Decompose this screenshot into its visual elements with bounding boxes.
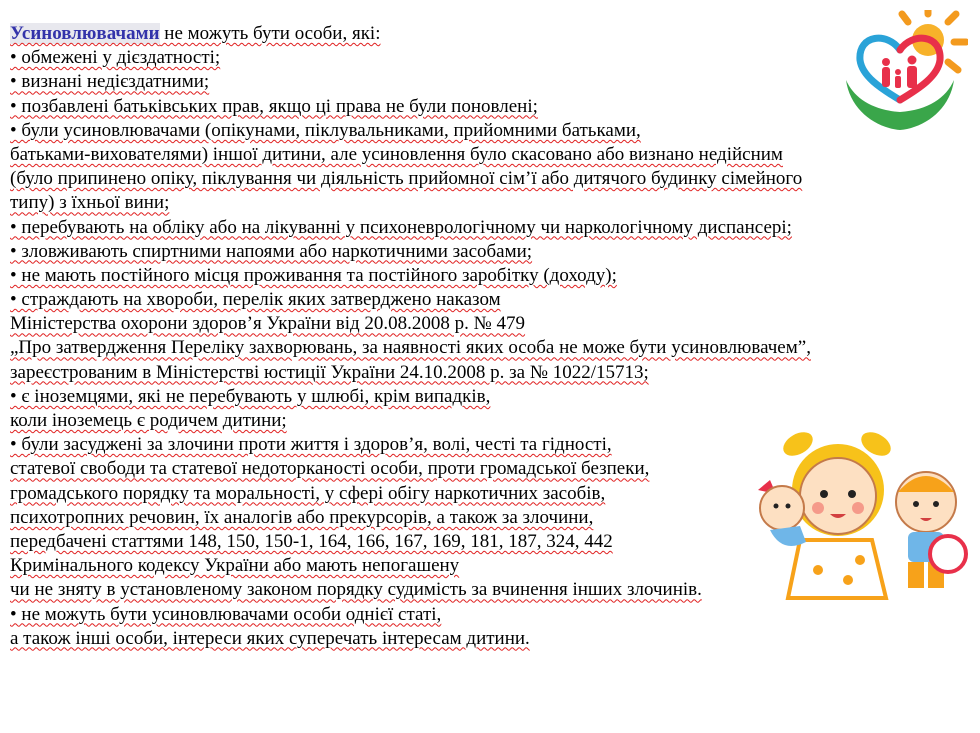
text-line: Кримінального кодексу України або мають непогашену — [10, 555, 460, 577]
text-line: • зловживають спиртними напоями або наркотичними засобами; — [10, 240, 533, 262]
text-line: типу) з їхньої вини; — [10, 192, 170, 214]
text-line: (було припинено опіку, піклування чи діяльність прийомної сім’ї або дитячого будинку сімейного — [10, 168, 803, 190]
family-heart-logo — [836, 10, 968, 134]
text-line: передбачені статтями 148, 150, 150-1, 164, 166, 167, 169, 181, 187, 324, 442 — [10, 530, 613, 552]
text-line: громадського порядку та моральності, у сфері обігу наркотичних засобів, — [10, 482, 606, 504]
boy-figure — [896, 472, 966, 588]
text-line: зареєстрованим в Міністерстві юстиції України 24.10.2008 р. за № 1022/15713; — [10, 361, 649, 383]
heading-keyword: Усиновлювачами — [10, 23, 160, 44]
text-line: • позбавлені батьківських прав, якщо ці права не були поновлені; — [10, 95, 538, 117]
children-cartoon — [748, 430, 973, 608]
heart-left-icon — [860, 38, 900, 100]
text-line: чи не зняту в установленому законом порядку судимість за вчинення інших злочинів. — [10, 579, 702, 601]
text-line: • не можуть бути усиновлювачами особи однієї статі, — [10, 603, 442, 625]
text-line: • обмежені у дієздатності; — [10, 47, 221, 69]
text-line: „Про затвердження Переліку захворювань, за наявності яких особа не може бути усиновлювачем”, — [10, 337, 811, 359]
text-line: коли іноземець є родичем дитини; — [10, 410, 287, 431]
text-line: психотропних речовин, їх аналогів або прекурсорів, а також за злочини, — [10, 506, 594, 528]
text-line: • визнані недієздатними; — [10, 71, 210, 93]
text-line: Міністерства охорони здоров’я України від 20.08.2008 р. № 479 — [10, 313, 526, 335]
heading-rest: не можуть бути особи, які: — [159, 23, 381, 44]
text-line: • були усиновлювачами (опікунами, піклувальниками, прийомними батьками, — [10, 119, 641, 141]
family-icon — [882, 56, 917, 89]
text-line: • були засуджені за злочини проти життя і здоров’я, волі, честі та гідності, — [10, 434, 612, 456]
text-line: • не мають постійного місця проживання та постійного заробітку (доходу); — [10, 264, 617, 286]
text-line: • є іноземцями, які не перебувають у шлюбі, крім випадків, — [10, 385, 491, 407]
heading-line — [10, 22, 970, 46]
text-line: • перебувають на обліку або на лікуванні у психоневрологічному чи наркологічному диспансері; — [10, 216, 792, 238]
text-line: батьками-вихователями) іншої дитини, але усиновлення було скасовано або визнано недійсним — [10, 143, 783, 165]
text-line: статевої свободи та статевої недоторканості особи, проти громадської безпеки, — [10, 458, 650, 480]
text-line: а також інші особи, інтереси яких суперечать інтересам дитини. — [10, 627, 530, 649]
text-line: • страждають на хвороби, перелік яких затверджено наказом — [10, 289, 501, 311]
